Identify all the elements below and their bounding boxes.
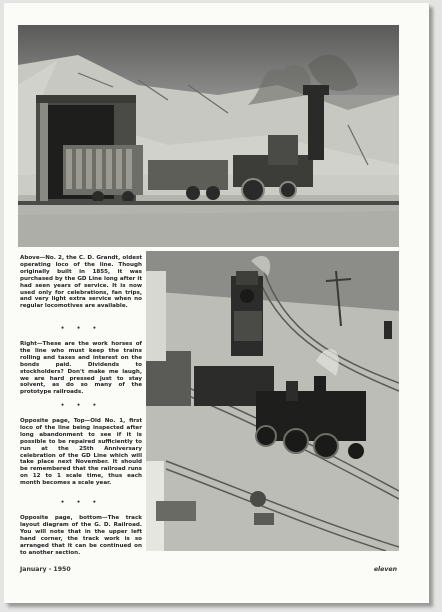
caption-column xyxy=(20,255,142,565)
separator-2: • • • xyxy=(60,402,102,409)
caption-above: Above—No. 2, the C. D. Grandt, oldest operating loco of the line. Though originally built in 1855, it was purchased by the GD Line long after it had seen years of service. It is now used only for celebrations, fan trips, and very light extra service when no regular locomotives are available. xyxy=(20,255,142,310)
separator-3: • • • xyxy=(60,499,102,506)
top-photo-old-locomotive xyxy=(18,25,399,247)
footer-page-number: eleven xyxy=(373,566,397,573)
caption-opposite-bottom: Opposite page, bottom—The track layout diagram of the G. D. Railroad. You will note that in the upper left hand corner, the track work is so arranged that it can be continued on to another section. xyxy=(20,515,142,556)
caption-right: Right—These are the work horses of the line who must keep the trains rolling and taxes and interest on the bonds paid. Dividends to stockholders? Don't make me laugh, we are hard pressed just to stay solvent, as do so many of the prototype railroads. xyxy=(20,341,142,396)
caption-opposite-top: Opposite page, Top—Old No. 1, first loco of the line being inspected after long abandonment to see if it is possible to be repaired sufficiently to run at the 25th Anniversary celebration of the GD Line which will take place next November. It should be remembered that the railroad runs on 12 to 1 scale time, thus each month becomes a scale year. xyxy=(20,418,142,487)
footer-date: January - 1950 xyxy=(20,566,71,573)
magazine-page xyxy=(4,3,429,603)
right-photo-work-locomotives xyxy=(146,251,399,551)
separator-1: • • • xyxy=(60,325,102,332)
